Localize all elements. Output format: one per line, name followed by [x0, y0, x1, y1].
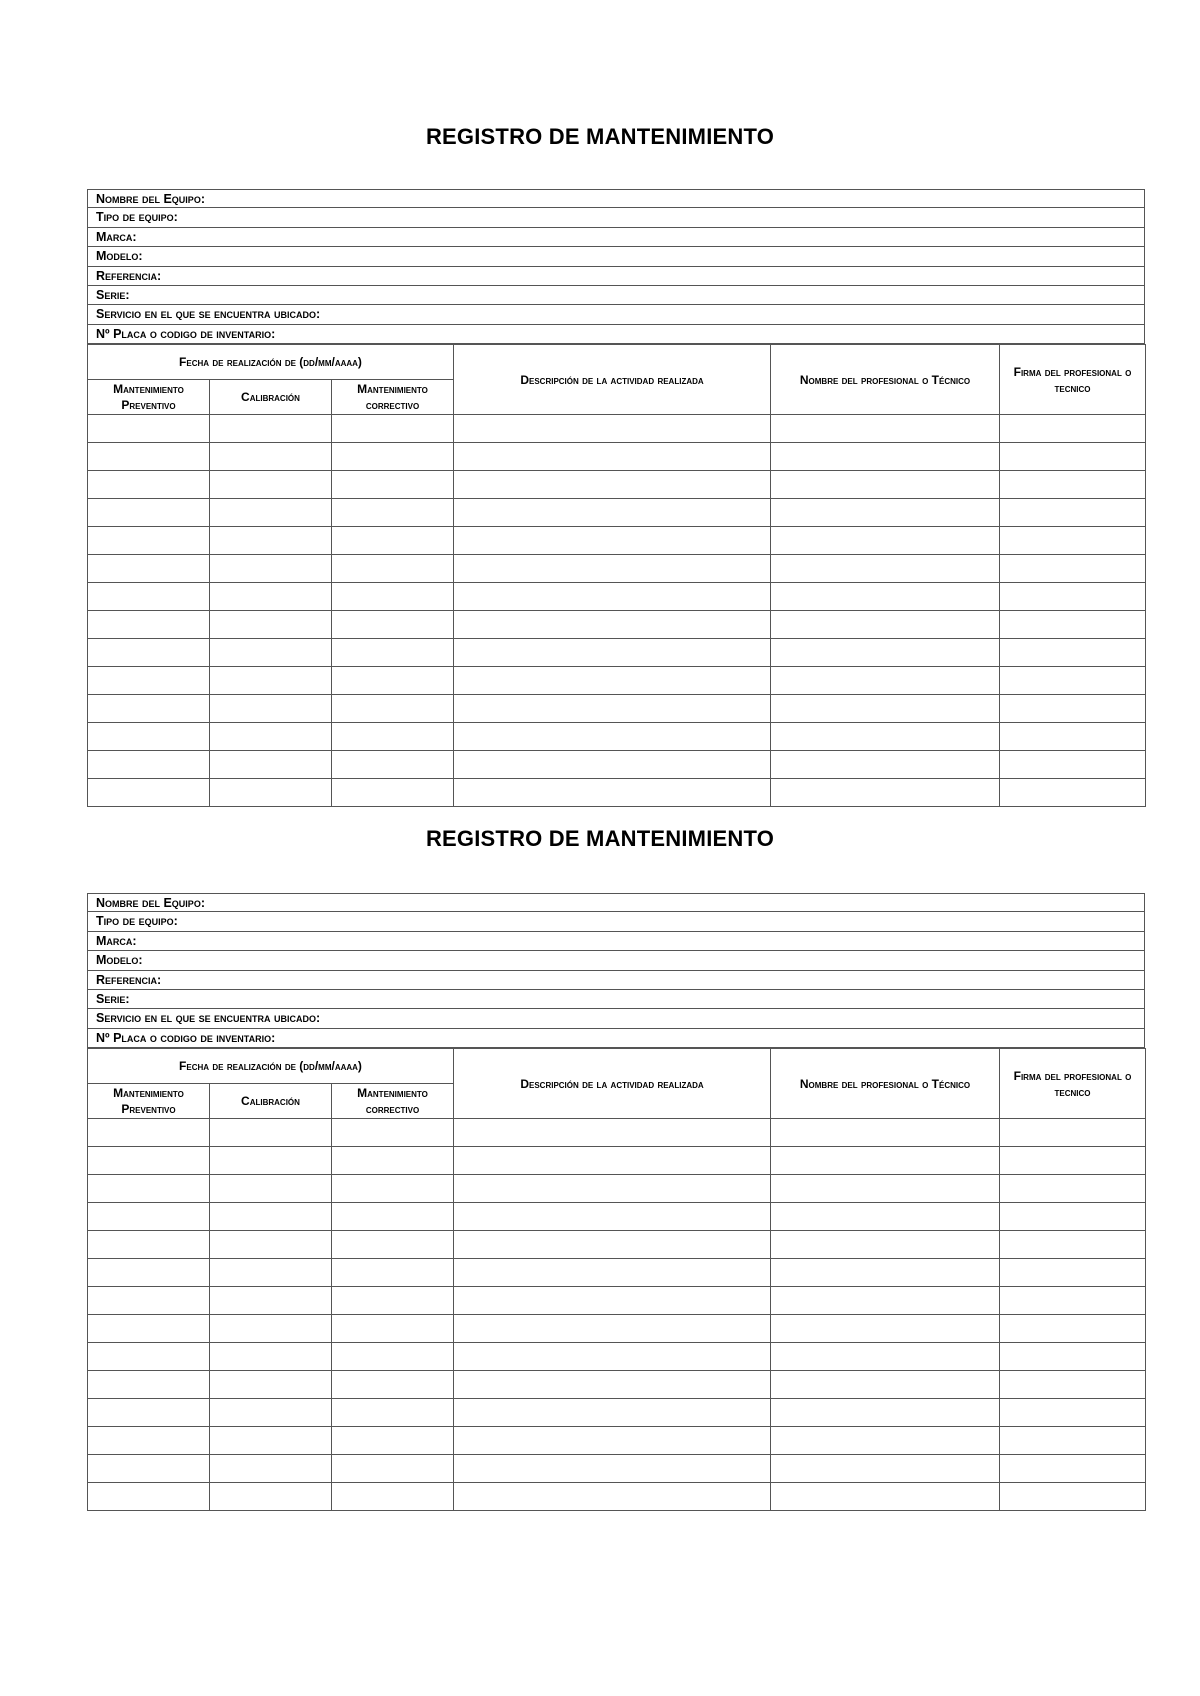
- field-referencia[interactable]: Referencia:: [87, 971, 1145, 990]
- preventivo-header: Mantenimiento Preventivo: [88, 1084, 210, 1119]
- table-row[interactable]: [88, 1315, 1146, 1343]
- table-row[interactable]: [88, 1175, 1146, 1203]
- field-marca[interactable]: Marca:: [87, 228, 1145, 247]
- field-placa-inventario[interactable]: Nº Placa o codigo de inventario:: [87, 325, 1145, 344]
- table-row[interactable]: [88, 1371, 1146, 1399]
- field-marca[interactable]: Marca:: [87, 932, 1145, 951]
- table-row[interactable]: [88, 723, 1146, 751]
- field-tipo-equipo[interactable]: Tipo de equipo:: [87, 912, 1145, 931]
- correctivo-header: Mantenimiento correctivo: [332, 380, 454, 415]
- table-row[interactable]: [88, 527, 1146, 555]
- table-row[interactable]: [88, 443, 1146, 471]
- maintenance-form: [87, 189, 1145, 807]
- firma-header: Firma del profesional o tecnico: [1000, 1049, 1146, 1119]
- table-row[interactable]: [88, 583, 1146, 611]
- field-nombre-equipo[interactable]: Nombre del Equipo:: [87, 189, 1145, 208]
- form-title: REGISTRO DE MANTENIMIENTO: [425, 826, 775, 851]
- table-row[interactable]: [88, 1455, 1146, 1483]
- nombre-profesional-header: Nombre del profesional o Técnico: [771, 1049, 1000, 1119]
- maintenance-log-table: [87, 1048, 1146, 1511]
- table-row[interactable]: [88, 611, 1146, 639]
- field-servicio[interactable]: Servicio en el que se encuentra ubicado:: [87, 305, 1145, 324]
- table-row[interactable]: [88, 1119, 1146, 1147]
- table-row[interactable]: [88, 1287, 1146, 1315]
- table-row[interactable]: [88, 1231, 1146, 1259]
- preventivo-header: Mantenimiento Preventivo: [88, 380, 210, 415]
- nombre-profesional-header: Nombre del profesional o Técnico: [771, 345, 1000, 415]
- table-row[interactable]: [88, 779, 1146, 807]
- field-referencia[interactable]: Referencia:: [87, 267, 1145, 286]
- table-row[interactable]: [88, 1203, 1146, 1231]
- table-row[interactable]: [88, 1483, 1146, 1511]
- table-row[interactable]: [88, 1259, 1146, 1287]
- table-row[interactable]: [88, 1343, 1146, 1371]
- table-row[interactable]: [88, 1399, 1146, 1427]
- date-group-header: Fecha de realización de (dd/mm/aaaa): [88, 1049, 454, 1084]
- field-servicio[interactable]: Servicio en el que se encuentra ubicado:: [87, 1009, 1145, 1028]
- field-nombre-equipo[interactable]: Nombre del Equipo:: [87, 893, 1145, 912]
- field-modelo[interactable]: Modelo:: [87, 247, 1145, 266]
- firma-header: Firma del profesional o tecnico: [1000, 345, 1146, 415]
- field-placa-inventario[interactable]: Nº Placa o codigo de inventario:: [87, 1029, 1145, 1048]
- table-row[interactable]: [88, 639, 1146, 667]
- maintenance-log-table: [87, 344, 1146, 807]
- table-row[interactable]: [88, 415, 1146, 443]
- maintenance-form: [87, 893, 1145, 1511]
- table-row[interactable]: [88, 471, 1146, 499]
- date-group-header: Fecha de realización de (dd/mm/aaaa): [88, 345, 454, 380]
- field-serie[interactable]: Serie:: [87, 990, 1145, 1009]
- field-tipo-equipo[interactable]: Tipo de equipo:: [87, 208, 1145, 227]
- descripcion-header: Descripción de la actividad realizada: [454, 345, 771, 415]
- calibracion-header: Calibración: [210, 380, 332, 415]
- table-row[interactable]: [88, 555, 1146, 583]
- calibracion-header: Calibración: [210, 1084, 332, 1119]
- table-row[interactable]: [88, 667, 1146, 695]
- correctivo-header: Mantenimiento correctivo: [332, 1084, 454, 1119]
- descripcion-header: Descripción de la actividad realizada: [454, 1049, 771, 1119]
- table-row[interactable]: [88, 751, 1146, 779]
- field-modelo[interactable]: Modelo:: [87, 951, 1145, 970]
- table-row[interactable]: [88, 1147, 1146, 1175]
- table-row[interactable]: [88, 695, 1146, 723]
- table-body: [88, 1119, 1146, 1511]
- form-title: REGISTRO DE MANTENIMIENTO: [425, 124, 775, 149]
- field-serie[interactable]: Serie:: [87, 286, 1145, 305]
- table-body: [88, 415, 1146, 807]
- table-row[interactable]: [88, 1427, 1146, 1455]
- table-row[interactable]: [88, 499, 1146, 527]
